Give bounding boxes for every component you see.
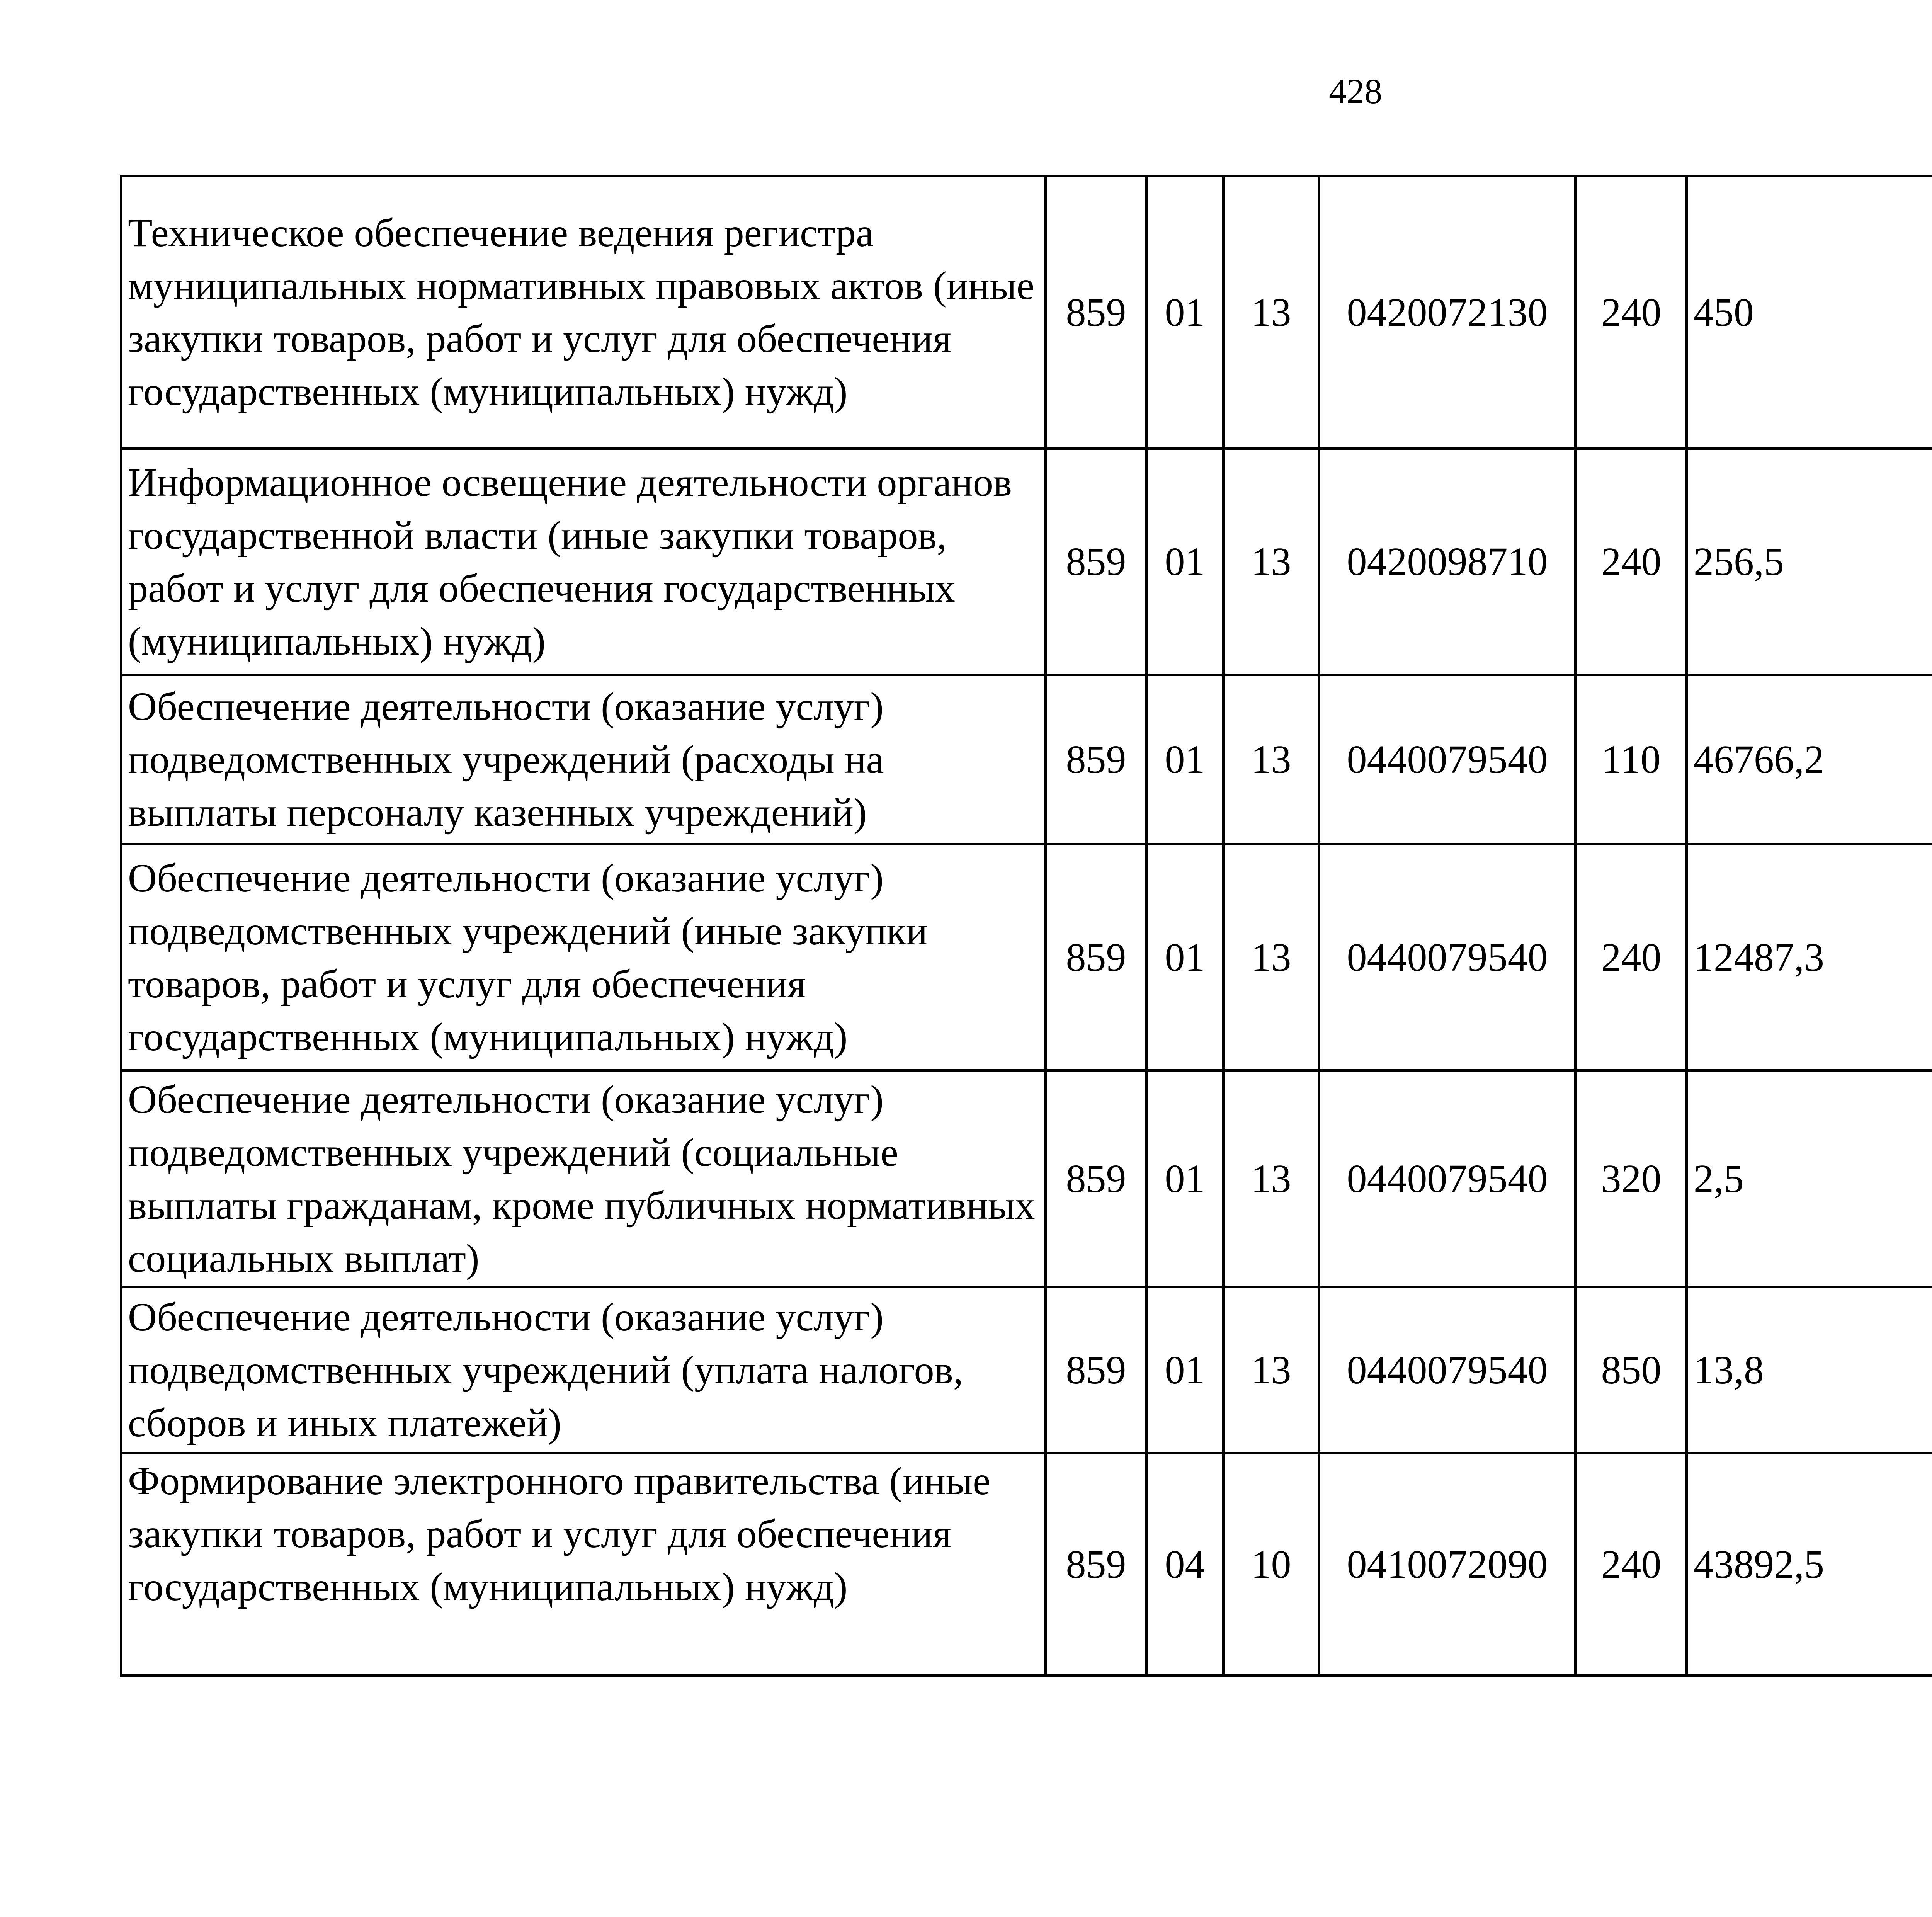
cell-rz: 01 [1147, 844, 1223, 1071]
cell-rz: 01 [1147, 675, 1223, 844]
cell-pr: 13 [1223, 1071, 1319, 1287]
cell-ved: 859 [1046, 1453, 1147, 1675]
budget-table [120, 175, 1932, 1677]
cell-vr: 240 [1576, 1453, 1687, 1675]
cell-pr: 13 [1223, 449, 1319, 675]
cell-ved: 859 [1046, 176, 1147, 449]
cell-sum-1: 46766,2 [1687, 675, 1932, 844]
cell-sum-1: 12487,3 [1687, 844, 1932, 1071]
cell-sum-1: 256,5 [1687, 449, 1932, 675]
cell-csr: 0420098710 [1319, 449, 1576, 675]
row-description: Обеспечение деятельности (оказание услуг) подведомственных учреждений (уплата налогов, сборов и иных платежей) [121, 1287, 1046, 1453]
row-description: Информационное освещение деятельности органов государственной власти (иные закупки товаров, работ и услуг для обеспечения государственных (муниципальных) нужд) [121, 449, 1046, 675]
cell-pr: 10 [1223, 1453, 1319, 1675]
table-row [121, 1071, 1932, 1287]
table-body [121, 176, 1932, 1675]
cell-csr: 0410072090 [1319, 1453, 1576, 1675]
table-row [121, 176, 1932, 449]
row-description: Обеспечение деятельности (оказание услуг) подведомственных учреждений (социальные выплаты гражданам, кроме публичных нормативных социальных выплат) [121, 1071, 1046, 1287]
cell-vr: 850 [1576, 1287, 1687, 1453]
cell-ved: 859 [1046, 1071, 1147, 1287]
table-row [121, 1287, 1932, 1453]
cell-vr: 240 [1576, 176, 1687, 449]
table-row [121, 449, 1932, 675]
cell-vr: 110 [1576, 675, 1687, 844]
row-description: Формирование электронного правительства (иные закупки товаров, работ и услуг для обеспечения государственных (муниципальных) нужд) [121, 1453, 1046, 1675]
cell-rz: 01 [1147, 176, 1223, 449]
cell-csr: 0440079540 [1319, 1071, 1576, 1287]
table-row [121, 844, 1932, 1071]
cell-csr: 0440079540 [1319, 844, 1576, 1071]
cell-csr: 0440079540 [1319, 1287, 1576, 1453]
cell-vr: 320 [1576, 1071, 1687, 1287]
table-row [121, 1453, 1932, 1675]
cell-ved: 859 [1046, 449, 1147, 675]
cell-vr: 240 [1576, 449, 1687, 675]
cell-rz: 01 [1147, 1071, 1223, 1287]
cell-csr: 0440079540 [1319, 675, 1576, 844]
row-description: Обеспечение деятельности (оказание услуг) подведомственных учреждений (иные закупки товаров, работ и услуг для обеспечения государственных (муниципальных) нужд) [121, 844, 1046, 1071]
page-number: 428 [1329, 71, 1382, 111]
cell-ved: 859 [1046, 844, 1147, 1071]
cell-ved: 859 [1046, 675, 1147, 844]
table-row [121, 675, 1932, 844]
cell-sum-1: 13,8 [1687, 1287, 1932, 1453]
cell-rz: 01 [1147, 449, 1223, 675]
row-description: Обеспечение деятельности (оказание услуг) подведомственных учреждений (расходы на выплаты персоналу казенных учреждений) [121, 675, 1046, 844]
cell-vr: 240 [1576, 844, 1687, 1071]
cell-rz: 04 [1147, 1453, 1223, 1675]
cell-sum-1: 43892,5 [1687, 1453, 1932, 1675]
cell-sum-1: 2,5 [1687, 1071, 1932, 1287]
cell-pr: 13 [1223, 675, 1319, 844]
cell-pr: 13 [1223, 176, 1319, 449]
cell-csr: 0420072130 [1319, 176, 1576, 449]
cell-pr: 13 [1223, 844, 1319, 1071]
cell-sum-1: 450 [1687, 176, 1932, 449]
cell-rz: 01 [1147, 1287, 1223, 1453]
cell-pr: 13 [1223, 1287, 1319, 1453]
row-description: Техническое обеспечение ведения регистра муниципальных нормативных правовых актов (иные закупки товаров, работ и услуг для обеспечения государственных (муниципальных) нужд) [121, 176, 1046, 449]
cell-ved: 859 [1046, 1287, 1147, 1453]
